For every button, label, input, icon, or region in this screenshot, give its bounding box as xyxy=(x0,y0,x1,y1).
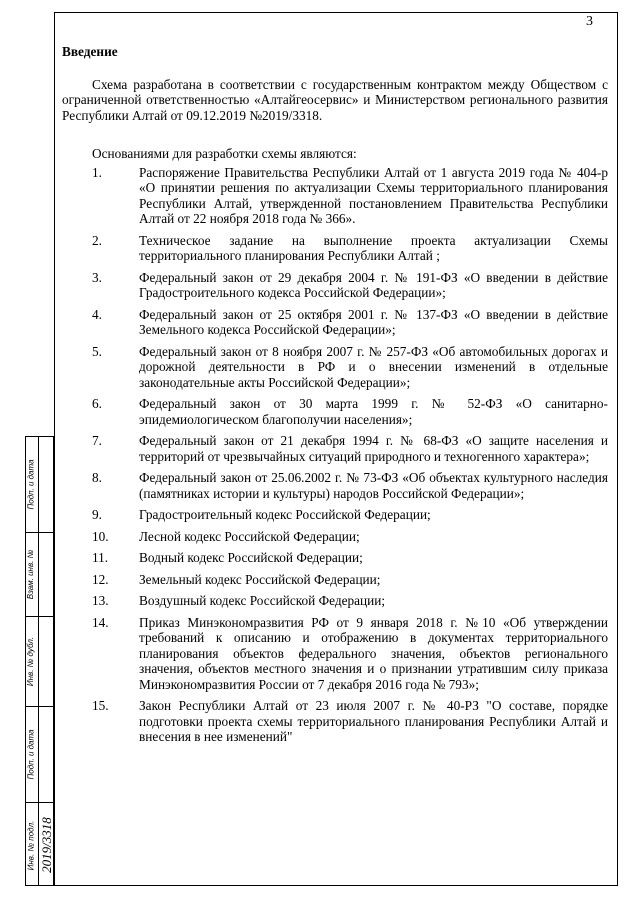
section-heading: Введение xyxy=(62,44,118,59)
intro-paragraph: Схема разработана в соответствии с государственным контрактом между Обществом с ограниченной ответственностью «Алтайгеосервис» и Министерством регионального развития Республики Алтай от 09.12.2019 №2019/3318. xyxy=(62,76,608,123)
stamp-cell-replace-inv xyxy=(26,533,55,617)
list-item: 4. Федеральный закон от 25 октября 2001 г. № 137-ФЗ «О введении в действие Земельного кодекса Российской Федерации»; xyxy=(92,306,608,337)
list-item: 1. Распоряжение Правительства Республики Алтай от 1 августа 2019 года № 404-р «О принятии решения по актуализации Схемы территориального планирования Республики Алтай, утвержденной постановлением Правительства Республики Алтай от 22 ноября 2018 года № 366». xyxy=(92,164,608,226)
basis-list xyxy=(62,165,608,745)
stamp-label-sign-date-1: Подп. и дата xyxy=(26,459,36,510)
stamp-cell-inv-dup xyxy=(26,617,55,707)
stamp-label-inv-orig: Инв. № подл. xyxy=(26,820,36,870)
list-item: 10. Лесной кодекс Российской Федерации; xyxy=(92,528,360,544)
stamp-label-sign-date-2: Подп. и дата xyxy=(26,729,36,780)
list-item: 3. Федеральный закон от 29 декабря 2004 г. № 191-ФЗ «О введении в действие Градостроительного кодекса Российской Федерации»; xyxy=(92,269,608,300)
page-number: 3 xyxy=(586,14,593,29)
list-item: 5. Федеральный закон от 8 ноября 2007 г. № 257-ФЗ «Об автомобильных дорогах и дорожной деятельности в РФ и о внесении изменений в отдельные законодательные акты Российской Федерации»; xyxy=(92,343,608,390)
stamp-cell-sign-date-2 xyxy=(26,707,55,803)
list-item: 13. Воздушный кодекс Российской Федерации; xyxy=(92,593,386,608)
document-body xyxy=(62,44,608,751)
stamp-label-inv-dup: Инв. № дубл. xyxy=(26,636,36,687)
list-item: 14. Приказ Минэкономразвития РФ от 9 января 2018 г. №10 «Об утверждении требований к описанию и отображению в документах территориального планирования объектов федерального значения, объектов регионального значения, объектов местного значения и о признании утратившим силу приказа Минэкономразвития России от 7 декабря 2016 года № 793»; xyxy=(92,614,608,692)
list-item: 6. Федеральный закон от 30 марта 1999 г. № 52-ФЗ «О санитарно-эпидемиологическом благополучии населения»; xyxy=(92,396,608,427)
stamp-value-inv-orig: 2019/3318 xyxy=(38,817,54,873)
document-stamp-column xyxy=(25,436,54,886)
list-item: 12. Земельный кодекс Российской Федерации; xyxy=(92,571,381,587)
list-item: 9. Градостроительный кодекс Российской Федерации; xyxy=(92,507,431,522)
stamp-cell-sign-date-1 xyxy=(26,437,55,533)
list-item: 2. Техническое задание на выполнение проекта актуализации Схемы территориального планирования Республики Алтай ; xyxy=(92,232,608,263)
list-item: 15. Закон Республики Алтай от 23 июля 2007 г. № 40-РЗ "О составе, порядке подготовки проекта схемы территориального планирования Республики Алтай и внесения в нее изменений" xyxy=(92,698,608,744)
list-item: 11. Водный кодекс Российской Федерации; xyxy=(92,550,363,565)
list-item: 7. Федеральный закон от 21 декабря 1994 г. № 68-ФЗ «О защите населения и территорий от чрезвычайных ситуаций природного и техногенного характера»; xyxy=(92,433,608,464)
list-item: 8. Федеральный закон от 25.06.2002 г. № 73-ФЗ «Об объектах культурного наследия (памятниках истории и культуры) народов Российской Федерации»; xyxy=(92,470,608,501)
stamp-cell-inv-orig xyxy=(26,803,55,887)
list-intro: Основаниями для разработки схемы являются: xyxy=(92,146,357,161)
stamp-label-replace-inv: Взам. инв. № xyxy=(26,549,36,600)
